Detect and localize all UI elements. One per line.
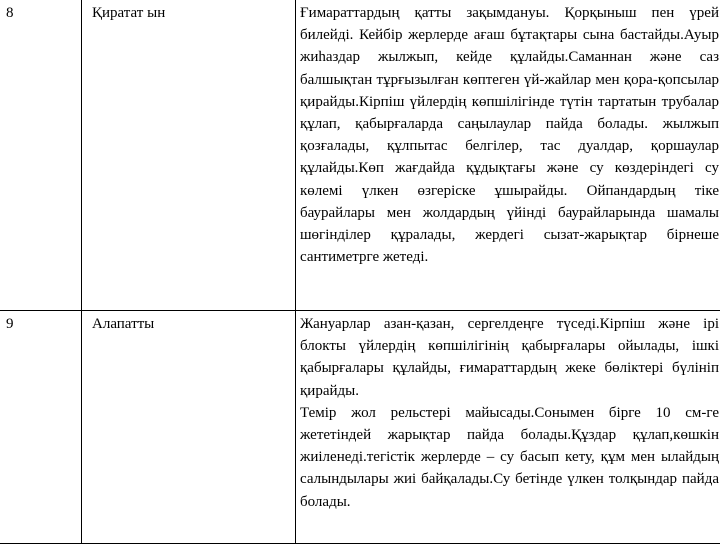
number-cell (0, 0, 82, 311)
intensity-description (296, 311, 720, 513)
description-cell (296, 311, 720, 544)
intensity-name: Алапатты (82, 311, 295, 334)
intensity-number: 9 (0, 311, 81, 334)
intensity-name: Қиратат ын (82, 0, 295, 23)
description-paragraph: Жануарлар азан-қазан, сергелдеңге түседі.Кірпіш және ірі блокты үйлердің көпшілігінің қабырғалары ойылады, ішкі қабырғалары құлайды, ғимараттардың жеке бөліктері бүлініп қирайды. (300, 313, 719, 402)
intensity-description (296, 0, 720, 268)
name-cell (82, 0, 296, 311)
table-row-9 (0, 311, 720, 544)
intensity-number: 8 (0, 0, 81, 23)
name-cell (82, 311, 296, 544)
description-cell (296, 0, 720, 311)
number-cell (0, 311, 82, 544)
description-paragraph: Темір жол рельстері майысады.Сонымен бірге 10 см-ге жететіндей жарықтар пайда болады.Құздар құлап,көшкін жиіленеді.тегістік жерлерде – су басып кету, құм мен ылайдың салындылары жиі байқалады.Су бетінде үлкен толқындар пайда болады. (300, 402, 719, 513)
description-paragraph: Ғимараттардың қатты зақымдануы. Қорқыныш пен үрей билейді. Кейбір жерлерде ағаш бұтақтары сына бастайды.Ауыр жиһаздар жылжып, кейде құлайды.Саманнан және саз балшықтан тұрғызылған көптеген үй-жайлар мен қора-қопсылар қирайды.Кірпіш үйлердің көпшілігінде түтін тартатын трубалар құлап, қабырғаларда саңылаулар пайда болады. жылжып қозғалады, құлпытас белгілер, тас дуалдар, қоршаулар құлайды.Көп жағдайда құдықтағы және су көздеріндегі су көлемі үлкен өзгеріске ұшырайды. Ойпандардың тіке баурайлары мен жолдардың үйінді баурайларында шамалы шөгінділер құралады, жердегі сызат-жарықтар бірнеше сантиметрге жетеді. (300, 2, 719, 268)
